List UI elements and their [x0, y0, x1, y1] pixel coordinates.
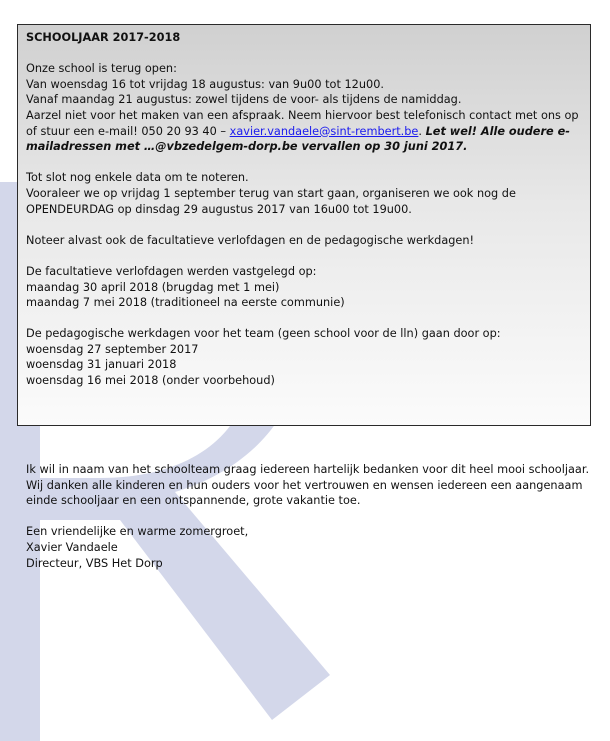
box-title: SCHOOLJAAR 2017-2018 [26, 31, 181, 44]
warning-note: Let wel! Alle oudere e- [425, 124, 570, 138]
work-days-paragraph: De pedagogische werkdagen voor het team (geen school voor de lln) gaan door op: woensdag 27 september 2017 woensdag 31 januari 2018 woensdag 16 mei 2018 (onder voorbehoud) [26, 327, 501, 388]
email-link[interactable]: xavier.vandaele@sint-rembert.be [229, 124, 419, 138]
signature: Een vriendelijke en warme zomergroet, Xavier Vandaele Directeur, VBS Het Dorp [26, 525, 249, 570]
dates-paragraph: Tot slot nog enkele data om te noteren. Vooraleer we op vrijdag 1 september terug van start gaan, organiseren we ook nog de OPENDEURDAG op dinsdag 29 augustus 2017 van 16u00 tot 19u00. [26, 171, 516, 216]
announcement-box [17, 24, 591, 426]
signature-role: Directeur, VBS Het Dorp [26, 556, 163, 570]
closing-section [26, 462, 596, 587]
leave-days-paragraph: De facultatieve verlofdagen werden vastgelegd op: maandag 30 april 2018 (brugdag met 1 mei) maandag 7 mei 2018 (traditioneel na eerste communie) [26, 264, 345, 310]
reopening-paragraph: Onze school is terug open: Van woensdag 16 tot vrijdag 18 augustus: van 9u00 tot 12u00. Vanaf maandag 21 augustus: zowel tijdens de voor- als tijdens de namiddag. Aarzel niet voor het maken van een afspraak. Neem hiervoor best telefonisch contact met ons op of stuur een e-mail! 050 20 93 40 – xavier.vandaele@sint-rembert.be. Let wel! Alle oudere e- mailadressen met …@vbzedelgem-dorp.be vervallen op 30 juni 2017. [26, 62, 579, 154]
warning-note-cont: mailadressen met …@vbzedelgem-dorp.be vervallen op 30 juni 2017. [26, 140, 468, 154]
note-paragraph: Noteer alvast ook de facultatieve verlofdagen en de pedagogische werkdagen! [26, 233, 475, 247]
signature-name: Xavier Vandaele [26, 540, 118, 554]
thanks-paragraph: Ik wil in naam van het schoolteam graag iedereen hartelijk bedanken voor dit heel mooi schooljaar. Wij danken alle kinderen en hun ouders voor het vertrouwen en wensen iedereen een aangenaam einde schooljaar en een ontspannende, grote vakantie toe. [26, 463, 590, 508]
